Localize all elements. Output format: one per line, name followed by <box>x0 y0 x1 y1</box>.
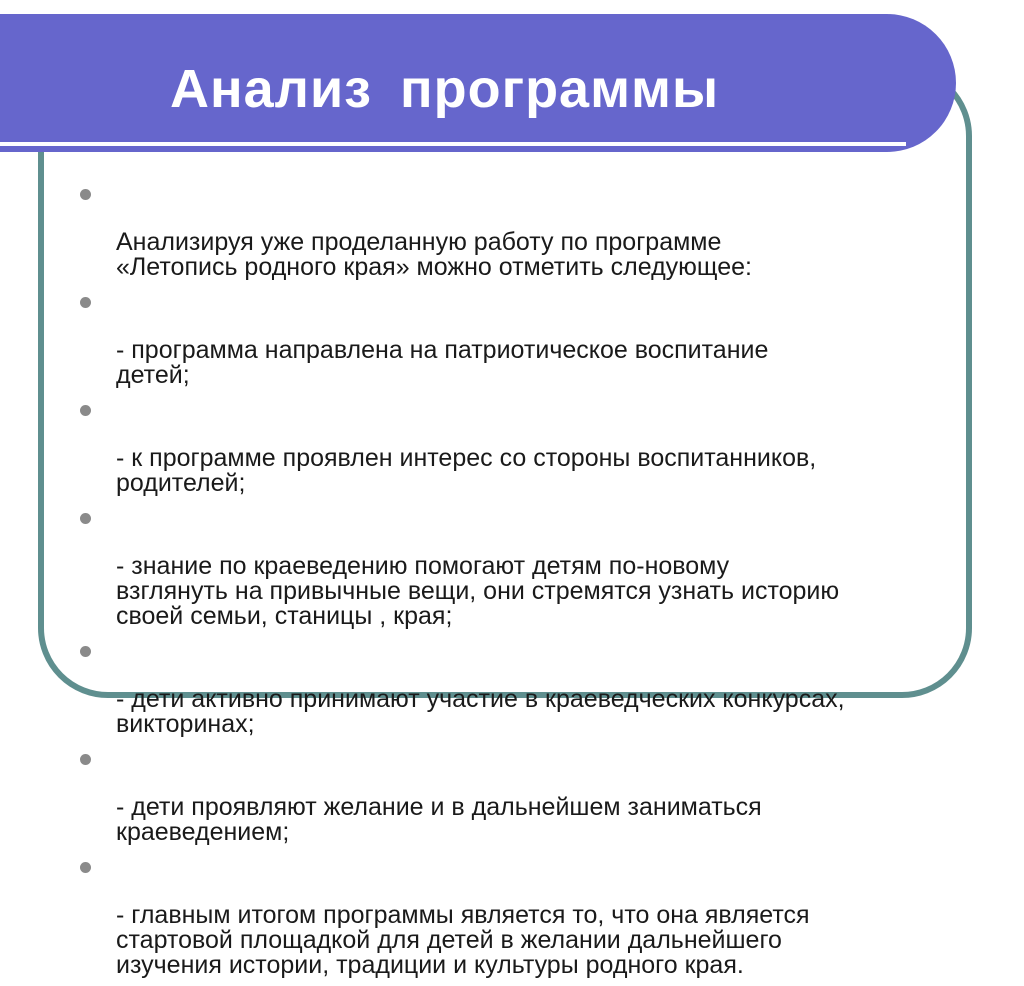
bullet-item <box>74 504 954 629</box>
bullet-item <box>74 180 954 280</box>
title-underline <box>0 142 906 146</box>
bullet-dot-icon <box>80 862 91 873</box>
bullet-list <box>74 180 954 986</box>
bullet-text: - дети проявляют желание и в дальнейшем заниматься краеведением; <box>116 793 762 846</box>
bullet-item <box>74 396 954 496</box>
bullet-dot-icon <box>80 189 91 200</box>
bullet-text: - программа направлена на патриотическое воспитание детей; <box>116 336 769 389</box>
bullet-dot-icon <box>80 646 91 657</box>
bullet-item <box>74 637 954 737</box>
bullet-dot-icon <box>80 754 91 765</box>
bullet-text: Анализируя уже проделанную работу по программе «Летопись родного края» можно отметить следующее: <box>116 228 752 281</box>
bullet-dot-icon <box>80 513 91 524</box>
bullet-item <box>74 745 954 845</box>
bullet-item <box>74 853 954 978</box>
bullet-item <box>74 288 954 388</box>
bullet-text: - дети активно принимают участие в краеведческих конкурсах, викторинах; <box>116 685 845 738</box>
bullet-text: - к программе проявлен интерес со стороны воспитанников, родителей; <box>116 444 817 497</box>
slide-title: Анализ программы <box>170 59 720 119</box>
bullet-dot-icon <box>80 297 91 308</box>
bullet-dot-icon <box>80 405 91 416</box>
title-bar <box>0 14 956 152</box>
bullet-text: - знание по краеведению помогают детям по-новому взглянуть на привычные вещи, они стремятся узнать историю своей семьи, станицы , края; <box>116 552 840 630</box>
bullet-text: - главным итогом программы является то, что она является стартовой площадкой для детей в желании дальнейшего изучения истории, традиции и культуры родного края. <box>116 901 810 979</box>
